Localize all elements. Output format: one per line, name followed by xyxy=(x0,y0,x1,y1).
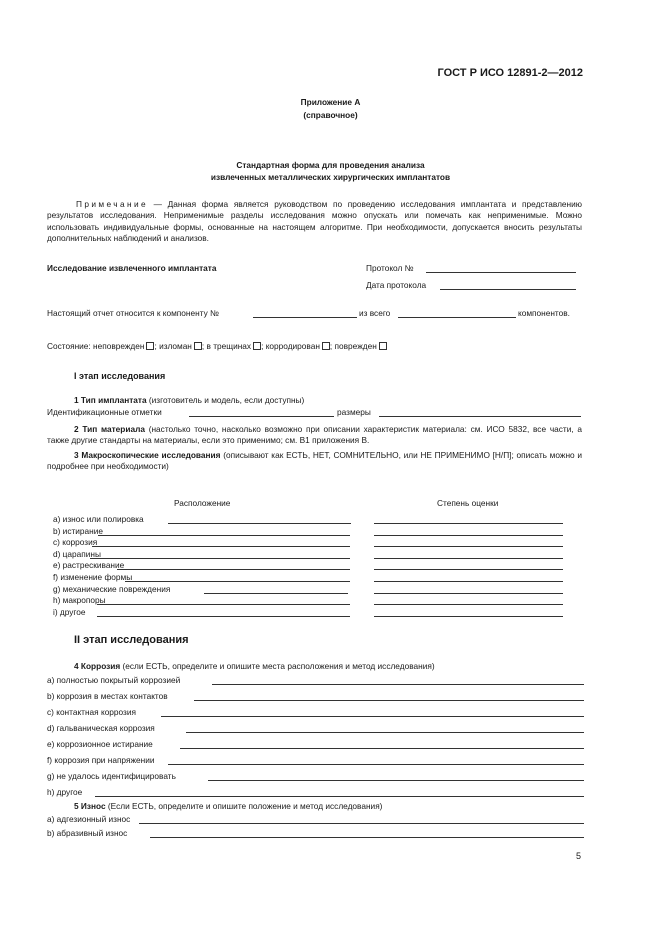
macro-row-grade-field[interactable] xyxy=(374,581,563,582)
macro-row-label: c) коррозия xyxy=(53,537,98,548)
corrosion-row-field[interactable] xyxy=(212,684,584,685)
study-title: Исследование извлеченного имплантата xyxy=(47,263,217,273)
note-text: — Данная форма является руководством по проведению исследования имплантата и представлению результатов исследования. Неприменимые разделы исследования можно опускать или помечать как неприменимые. Можно использовать индивидуальные формы, основанные на настоящем алгоритме. При необходимости, допускается вносить результаты дополнительных наблюдений и анализов. xyxy=(47,199,582,244)
column-grade-header: Степень оценки xyxy=(437,498,499,508)
item5 xyxy=(74,801,382,811)
macro-row-grade-field[interactable] xyxy=(374,546,563,547)
id-marks-field[interactable] xyxy=(189,416,334,417)
macro-row-grade-field[interactable] xyxy=(374,593,563,594)
page-number: 5 xyxy=(576,851,582,861)
protocol-date-label: Дата протокола xyxy=(366,280,427,290)
macro-row-location-field[interactable] xyxy=(90,558,350,559)
macro-row-grade-field[interactable] xyxy=(374,569,563,570)
corrosion-row-label: h) другое xyxy=(47,787,83,797)
component-suffix: компонентов. xyxy=(518,308,570,318)
condition-option-corroded: корродирован xyxy=(265,341,320,351)
macro-row-grade-field[interactable] xyxy=(374,604,563,605)
item1-text: (изготовитель и модель, если доступны) xyxy=(146,395,305,405)
condition-line: Состояние: неповрежден ; изломан ; в трещинах ; корродирован ; поврежден xyxy=(47,341,387,351)
component-middle: из всего xyxy=(359,308,391,318)
macro-row-label: g) механические повреждения xyxy=(53,583,171,594)
note-paragraph xyxy=(47,199,582,245)
component-prefix: Настоящий отчет относится к компоненту № xyxy=(47,308,219,318)
wear-row-field[interactable] xyxy=(139,823,584,824)
macro-row-grade-field[interactable] xyxy=(374,616,563,617)
condition-option-cracked: в трещинах xyxy=(206,341,252,351)
item5-text: (Если ЕСТЬ, определите и опишите положение и метод исследования) xyxy=(105,801,383,811)
item1-title: 1 Тип имплантата xyxy=(74,395,147,405)
condition-option-intact: неповрежден xyxy=(93,341,145,351)
wear-row-label: b) абразивный износ xyxy=(47,828,128,838)
macro-row-grade-field[interactable] xyxy=(374,523,563,524)
macro-row-label: i) другое xyxy=(53,606,86,617)
macro-row-label: e) растрескивание xyxy=(53,560,125,571)
item1 xyxy=(74,395,304,405)
corrosion-row-label: g) не удалось идентифицировать xyxy=(47,771,176,781)
protocol-label: Протокол № xyxy=(366,263,414,273)
macro-row-location-field[interactable] xyxy=(97,616,350,617)
form-title-line1: Стандартная форма для проведения анализа xyxy=(236,160,425,170)
condition-checkbox-cracked[interactable] xyxy=(253,342,261,350)
macro-row-label: f) изменение формы xyxy=(53,572,133,582)
item4-title: 4 Коррозия xyxy=(74,661,121,671)
item2-title: 2 Тип материала xyxy=(74,424,145,434)
condition-checkbox-corroded[interactable] xyxy=(322,342,330,350)
corrosion-row-label: f) коррозия при напряжении xyxy=(47,755,155,765)
macro-row-location-field[interactable] xyxy=(97,604,350,605)
column-location-header: Расположение xyxy=(174,498,231,508)
wear-row-label: a) адгезионный износ xyxy=(47,814,131,824)
corrosion-row-field[interactable] xyxy=(180,748,584,749)
component-total-field[interactable] xyxy=(398,317,516,318)
macro-row-grade-field[interactable] xyxy=(374,558,563,559)
condition-option-damaged: поврежден xyxy=(334,341,377,351)
macro-row-grade-field[interactable] xyxy=(374,535,563,536)
corrosion-row-label: c) контактная коррозия xyxy=(47,707,136,717)
item3-title: 3 Макроскопические исследования xyxy=(74,450,221,460)
corrosion-row-label: e) коррозионное истирание xyxy=(47,739,153,749)
document-code: ГОСТ Р ИСО 12891-2—2012 xyxy=(437,67,583,79)
corrosion-row-label: a) полностью покрытый коррозией xyxy=(47,675,181,685)
macro-row-location-field[interactable] xyxy=(204,593,348,594)
condition-option-broken: изломан xyxy=(159,341,192,351)
macro-row-location-field[interactable] xyxy=(98,535,350,536)
item2-text: (настолько точно, насколько возможно при описании характеристик материала: см. ИСО 5832, все части, а также другие стандарты на материалы, если это применимо; см. В1 приложения В. xyxy=(47,424,583,446)
item4 xyxy=(74,661,435,671)
stage2-title: II этап исследования xyxy=(74,634,189,646)
macro-row-label: b) истирание xyxy=(53,525,103,536)
dimensions-field[interactable] xyxy=(379,416,581,417)
item5-title: 5 Износ xyxy=(74,801,106,811)
appendix-title: Приложение А xyxy=(300,97,361,107)
corrosion-row-field[interactable] xyxy=(161,716,584,717)
appendix-subtitle: (справочное) xyxy=(303,110,358,120)
wear-row-field[interactable] xyxy=(150,837,584,838)
condition-checkbox-damaged[interactable] xyxy=(379,342,387,350)
stage1-title: I этап исследования xyxy=(74,371,166,381)
item3-text: (описывают как ЕСТЬ, НЕТ, СОМНИТЕЛЬНО, или НЕ ПРИМЕНИМО [Н/П]; описать можно и подробнее при необходимости) xyxy=(47,450,582,472)
corrosion-row-field[interactable] xyxy=(194,700,584,701)
macro-row-location-field[interactable] xyxy=(117,569,350,570)
component-number-field[interactable] xyxy=(253,317,357,318)
corrosion-row-label: d) гальваническая коррозия xyxy=(47,723,155,733)
macro-row-label: d) царапины xyxy=(53,548,101,559)
macro-row-location-field[interactable] xyxy=(92,546,350,547)
item3 xyxy=(47,450,582,473)
macro-row-label: h) макропоры xyxy=(53,595,106,606)
condition-checkbox-intact[interactable] xyxy=(146,342,154,350)
macro-row-location-field[interactable] xyxy=(168,523,351,524)
condition-label: Состояние: xyxy=(47,341,91,351)
macro-row-location-field[interactable] xyxy=(125,581,350,582)
condition-checkbox-broken[interactable] xyxy=(194,342,202,350)
form-title-line2: извлеченных металлических хирургических имплантатов xyxy=(210,172,451,182)
note-label: Примечание xyxy=(76,199,149,209)
corrosion-row-field[interactable] xyxy=(186,732,584,733)
protocol-date-field[interactable] xyxy=(440,289,576,290)
dimensions-label: размеры xyxy=(337,407,371,417)
id-marks-label: Идентификационные отметки xyxy=(47,407,162,417)
protocol-number-field[interactable] xyxy=(426,272,576,273)
corrosion-row-label: b) коррозия в местах контактов xyxy=(47,691,168,701)
corrosion-row-field[interactable] xyxy=(95,796,584,797)
item4-text: (если ЕСТЬ, определите и опишите места расположения и метод исследования) xyxy=(120,661,435,671)
corrosion-row-field[interactable] xyxy=(168,764,584,765)
item2 xyxy=(47,424,582,447)
macro-row-label: a) износ или полировка xyxy=(53,514,144,524)
corrosion-row-field[interactable] xyxy=(208,780,584,781)
